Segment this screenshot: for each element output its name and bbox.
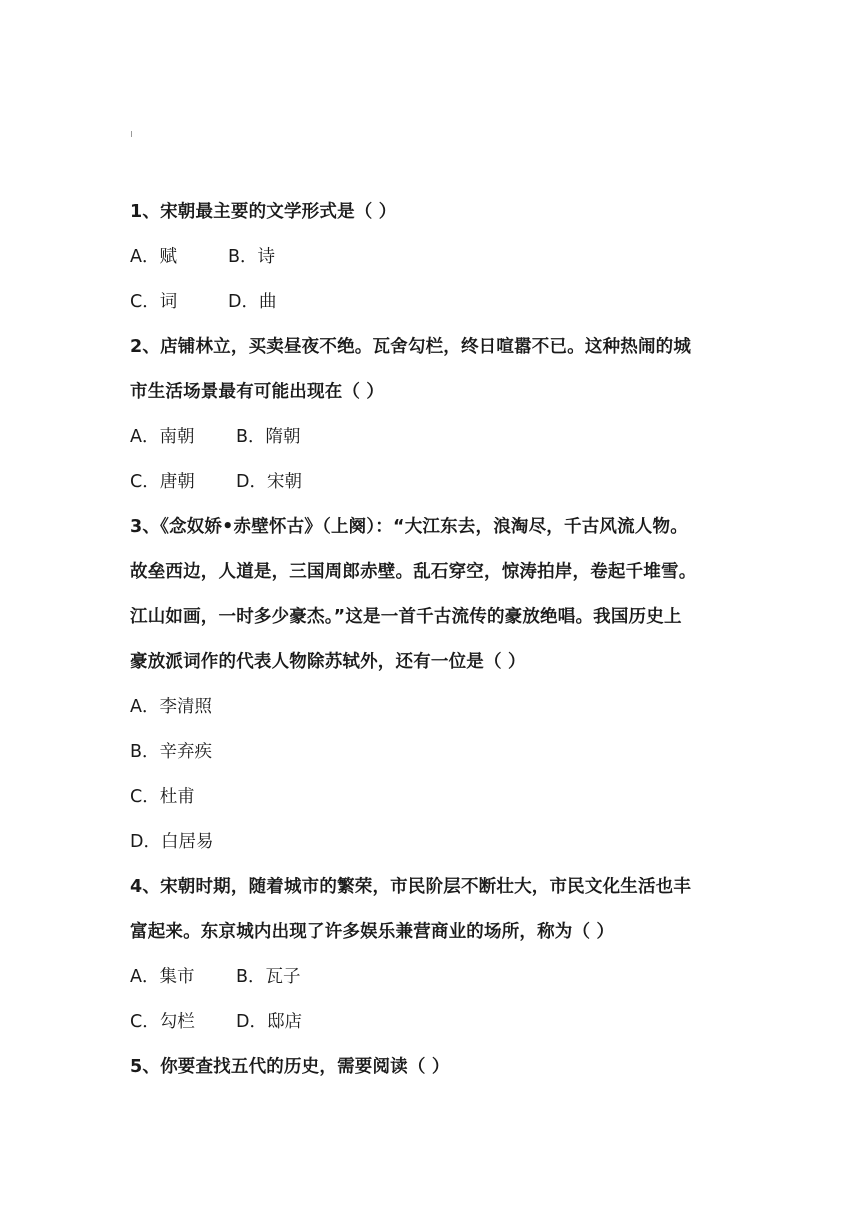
question-3-stem-line-4: 豪放派词作的代表人物除苏轼外，还有一位是（ ） <box>130 652 526 672</box>
question-1-option-a[interactable]: A．赋 <box>130 247 177 267</box>
page-corner-mark <box>131 131 132 137</box>
question-2-stem-line-2: 市生活场景最有可能出现在（ ） <box>130 382 385 402</box>
question-1-option-d[interactable]: D．曲 <box>228 292 277 312</box>
question-4-option-a[interactable]: A．集市 <box>130 967 195 987</box>
question-3-option-a[interactable]: A．李清照 <box>130 697 212 717</box>
question-4-stem-line-1: 4、宋朝时期，随着城市的繁荣，市民阶层不断壮大，市民文化生活也丰 <box>130 877 692 897</box>
question-3-option-b[interactable]: B．辛弃疾 <box>130 742 213 762</box>
question-1-option-c[interactable]: C．词 <box>130 292 178 312</box>
question-1-options-row-1 <box>130 235 750 280</box>
question-3-option-d[interactable]: D．白居易 <box>130 832 214 852</box>
question-3-stem-line-2: 故垒西边，人道是，三国周郎赤壁。乱石穿空，惊涛拍岸，卷起千堆雪。 <box>130 562 697 582</box>
question-2-options-row-2 <box>130 460 750 505</box>
question-2-option-a[interactable]: A．南朝 <box>130 427 195 447</box>
question-4-option-d[interactable]: D．邸店 <box>236 1012 302 1032</box>
question-4-option-b[interactable]: B．瓦子 <box>236 967 301 987</box>
question-1-option-b[interactable]: B．诗 <box>228 247 276 267</box>
question-2-option-d[interactable]: D．宋朝 <box>236 472 302 492</box>
question-3-stem-line-3: 江山如画，一时多少豪杰。”这是一首千古流传的豪放绝唱。我国历史上 <box>130 607 682 627</box>
question-1-stem: 1、宋朝最主要的文学形式是（ ） <box>130 202 397 222</box>
question-2-stem-line-1: 2、店铺林立，买卖昼夜不绝。瓦舍勾栏，终日喧嚣不已。这种热闹的城 <box>130 337 692 357</box>
question-4-options-row-1 <box>130 955 750 1000</box>
question-4-stem-line-2: 富起来。东京城内出现了许多娱乐兼营商业的场所，称为（ ） <box>130 922 615 942</box>
question-4-option-c[interactable]: C．勾栏 <box>130 1012 195 1032</box>
question-1-options-row-2 <box>130 280 750 325</box>
question-2-option-c[interactable]: C．唐朝 <box>130 472 195 492</box>
question-2-options-row-1 <box>130 415 750 460</box>
question-3-stem-line-1: 3、《念奴娇•赤壁怀古》（上阕）：“大江东去，浪淘尽，千古风流人物。 <box>130 517 688 537</box>
question-list <box>130 190 750 1090</box>
question-3-option-c[interactable]: C．杜甫 <box>130 787 195 807</box>
question-5-stem: 5、你要查找五代的历史，需要阅读（ ） <box>130 1057 450 1077</box>
question-2-option-b[interactable]: B．隋朝 <box>236 427 301 447</box>
question-4-options-row-2 <box>130 1000 750 1045</box>
